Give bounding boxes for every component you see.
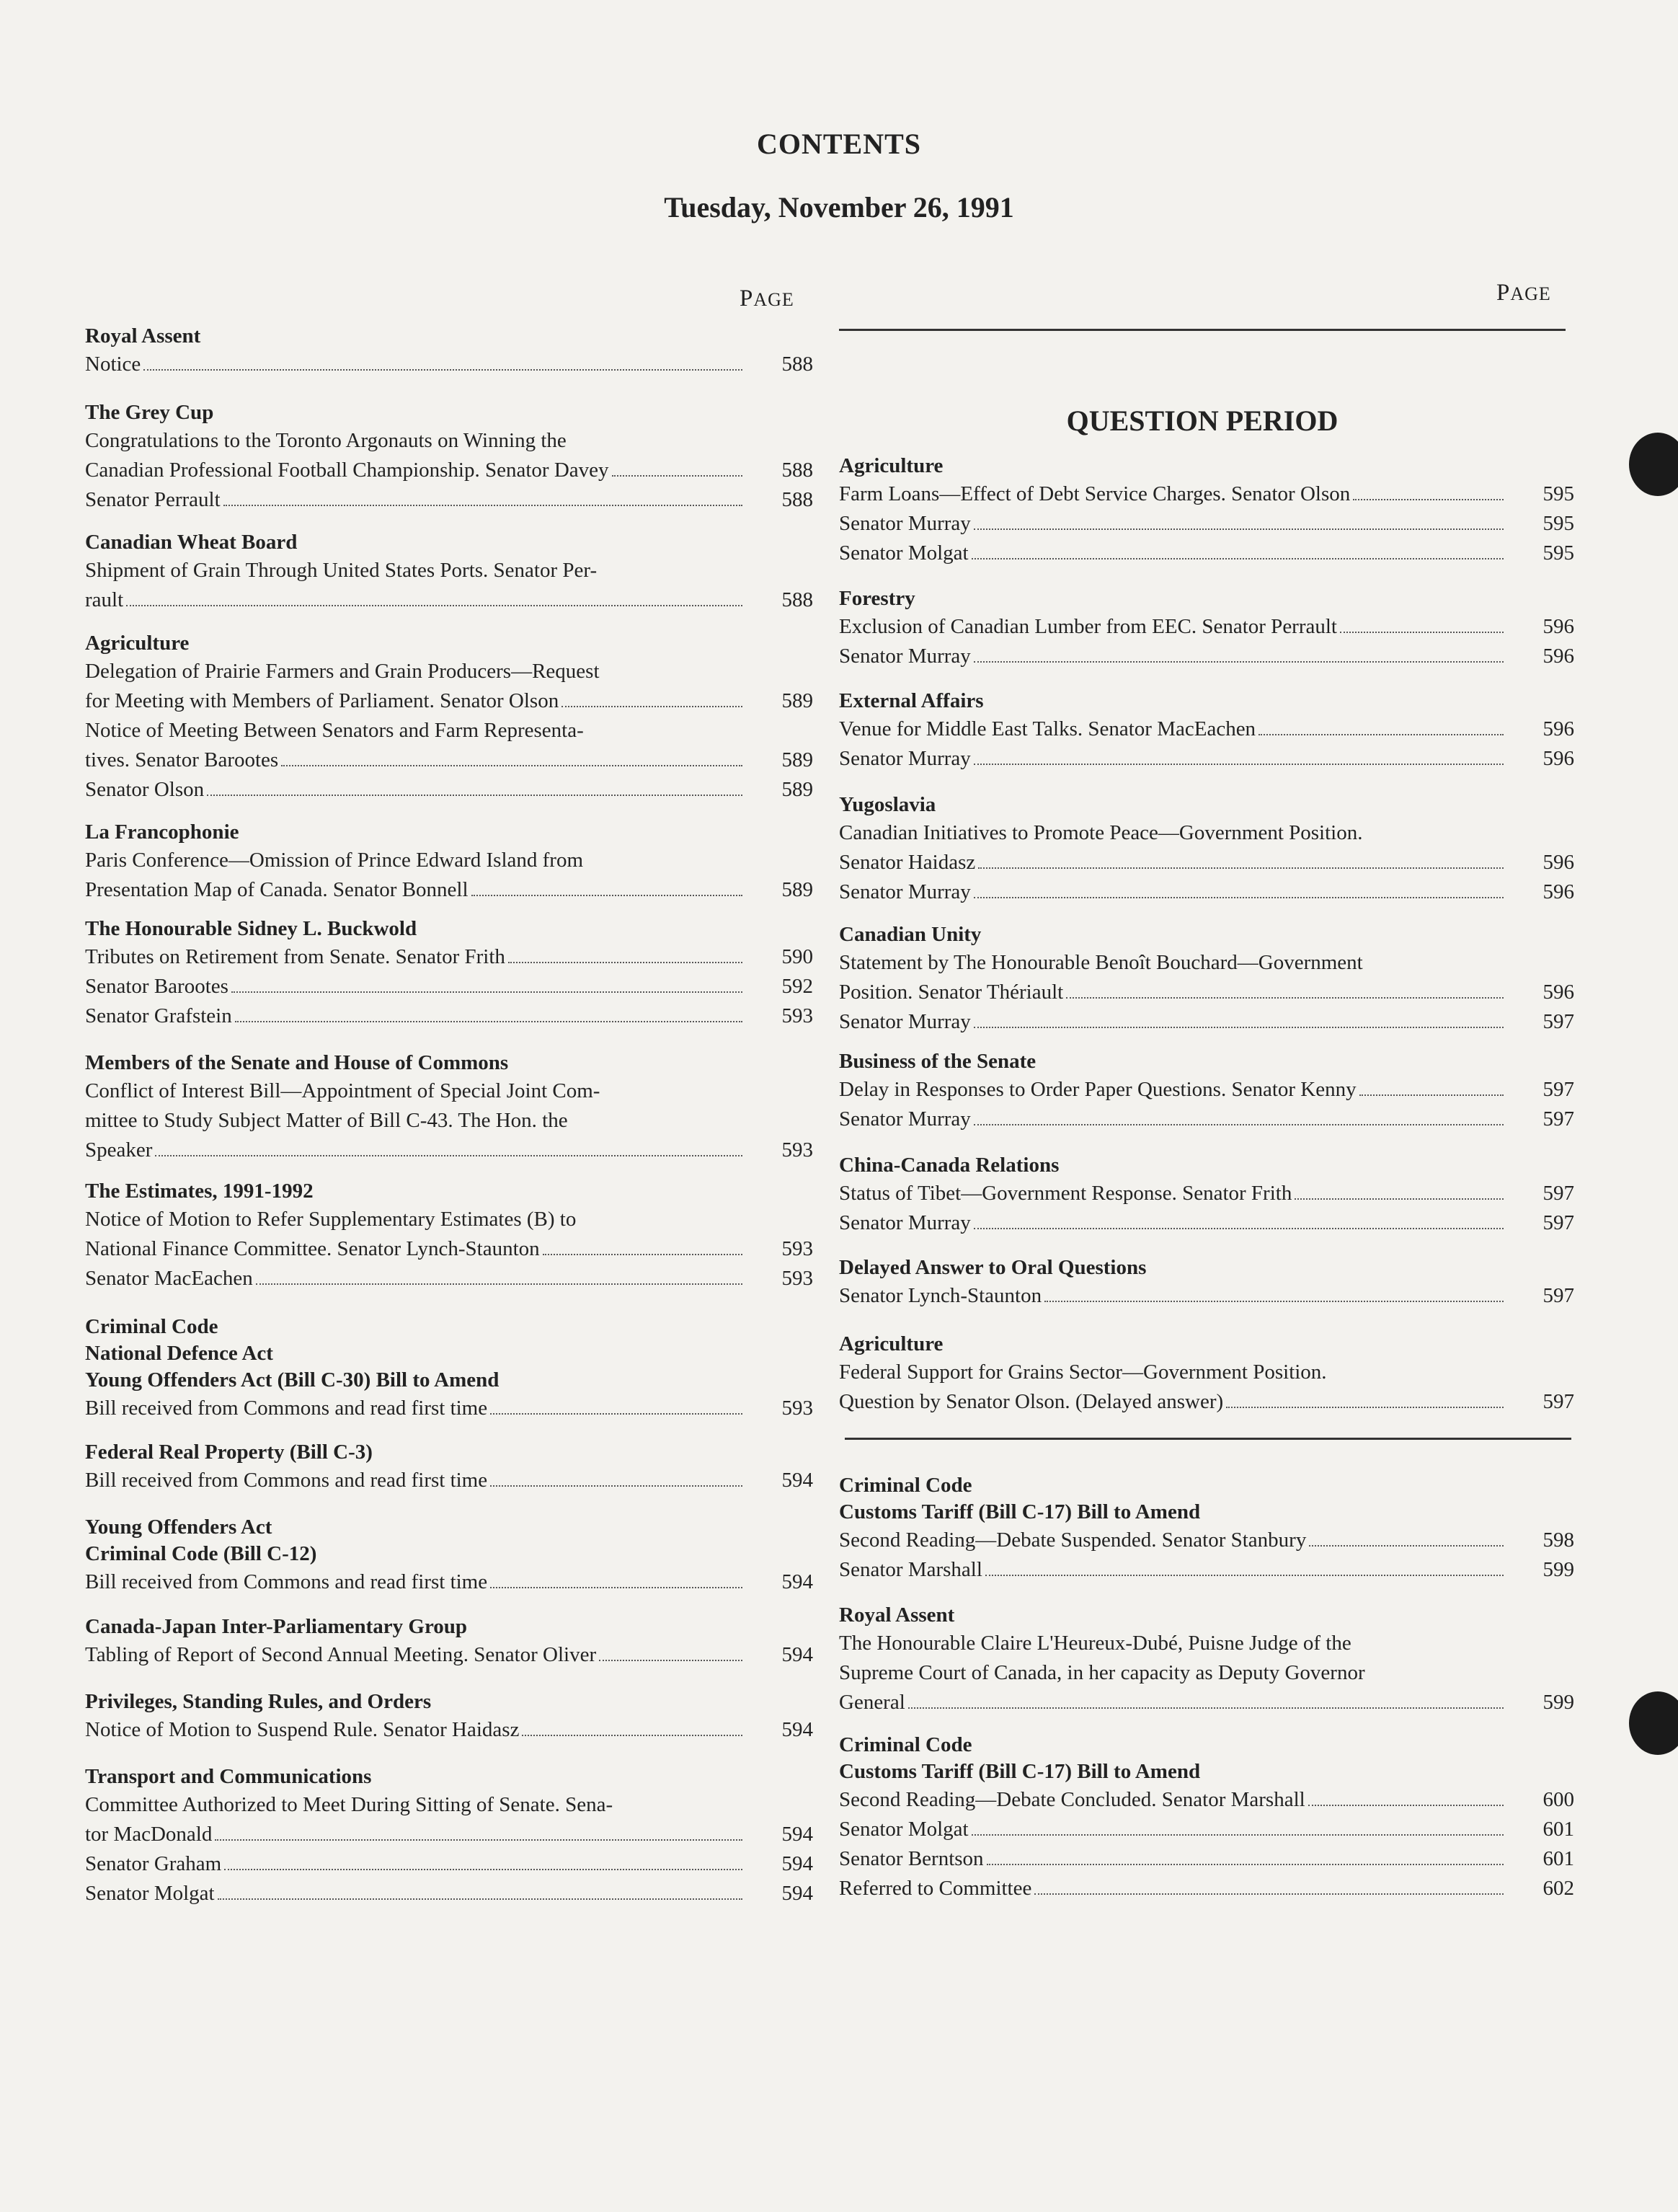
entry-text-line: Tabling of Report of Second Annual Meeting. Senator Oliver: [85, 1643, 597, 1666]
contents-entry: [85, 716, 813, 775]
contents-entry: [839, 1105, 1574, 1134]
page-number: 597: [1542, 1390, 1574, 1413]
section-heading: Privileges, Standing Rules, and Orders: [85, 1690, 432, 1713]
entry-text-line: Senator Murray: [839, 747, 971, 770]
dot-leader: [1295, 1198, 1504, 1200]
page-number: 601: [1542, 1847, 1574, 1870]
section-heading: The Honourable Sidney L. Buckwold: [85, 917, 417, 940]
dot-leader: [974, 528, 1504, 530]
contents-entry: [85, 972, 813, 1001]
contents-entry: [839, 1179, 1574, 1208]
contents-entry: [839, 642, 1574, 671]
page-number: 589: [781, 689, 813, 712]
section-heading: Criminal Code: [85, 1315, 218, 1338]
contents-entry: [839, 877, 1574, 907]
entry-text-line: Exclusion of Canadian Lumber from EEC. Senator Perrault: [839, 615, 1337, 638]
page-number: 590: [781, 945, 813, 968]
contents-entry: [85, 1001, 813, 1031]
entry-text-line: Congratulations to the Toronto Argonauts on Winning the: [85, 429, 567, 452]
section-heading: Customs Tariff (Bill C-17) Bill to Amend: [839, 1760, 1201, 1783]
dot-leader: [231, 991, 742, 993]
page-number: 597: [1542, 1107, 1574, 1131]
entry-text-line: Senator Murray: [839, 880, 971, 903]
section-divider-rule: [845, 1438, 1571, 1440]
dot-leader: [281, 765, 742, 766]
contents-entry: [839, 715, 1574, 744]
page-number: 595: [1542, 482, 1574, 505]
dot-leader: [974, 661, 1504, 663]
entry-text-line: Canadian Initiatives to Promote Peace—Government Position.: [839, 821, 1363, 844]
contents-section: [85, 1614, 813, 1670]
entry-text-line: Federal Support for Grains Sector—Government Position.: [839, 1361, 1327, 1384]
page-number: 594: [781, 1852, 813, 1875]
contents-entry: [85, 942, 813, 972]
section-heading: Royal Assent: [85, 324, 201, 348]
contents-entry: [85, 1879, 813, 1908]
contents-section: [839, 1255, 1574, 1311]
page-number: 596: [1542, 851, 1574, 874]
entry-text-line: Senator Olson: [85, 778, 205, 801]
entry-text-line: Second Reading—Debate Suspended. Senator Stanbury: [839, 1529, 1307, 1552]
entry-text-line: National Finance Committee. Senator Lynch-Staunton: [85, 1237, 540, 1260]
page-number: 593: [781, 1397, 813, 1420]
entry-text-line: Senator Grafstein: [85, 1004, 232, 1027]
dot-leader: [490, 1413, 742, 1415]
contents-section: [839, 688, 1574, 774]
section-heading: Delayed Answer to Oral Questions: [839, 1256, 1147, 1279]
page-number: 594: [781, 1823, 813, 1846]
section-heading: Members of the Senate and House of Commons: [85, 1051, 509, 1074]
page-number: 596: [1542, 981, 1574, 1004]
contents-entry: [85, 1640, 813, 1670]
contents-entry: [85, 1264, 813, 1293]
page-number: 594: [781, 1643, 813, 1666]
contents-section: [839, 585, 1574, 671]
section-heading: Criminal Code: [839, 1474, 972, 1497]
contents-entry: [839, 1075, 1574, 1105]
dot-leader: [974, 897, 1504, 898]
contents-section: [85, 1689, 813, 1745]
binder-hole-top: [1629, 433, 1678, 496]
section-heading: La Francophonie: [85, 820, 239, 844]
page-number: 592: [781, 975, 813, 998]
page-column-header-right: PAGE: [1496, 280, 1551, 306]
entry-text-line: The Honourable Claire L'Heureux-Dubé, Puisne Judge of the: [839, 1632, 1351, 1655]
dot-leader: [1359, 1094, 1504, 1096]
contents-entry: [839, 1555, 1574, 1585]
entry-text-line: Question by Senator Olson. (Delayed answer): [839, 1390, 1224, 1413]
entry-text-line: Status of Tibet—Government Response. Senator Frith: [839, 1182, 1292, 1205]
contents-entry: [839, 818, 1574, 877]
entry-text-line: Senator Molgat: [85, 1882, 215, 1905]
dot-leader: [599, 1660, 742, 1661]
page-number: 602: [1542, 1877, 1574, 1900]
contents-section: [85, 1764, 813, 1908]
entry-text-line: Senator Murray: [839, 645, 971, 668]
section-heading: Business of the Senate: [839, 1050, 1036, 1073]
entry-text-line: tives. Senator Barootes: [85, 748, 279, 771]
entry-text-line: Senator Marshall: [839, 1558, 982, 1581]
contents-entry: [85, 1076, 813, 1165]
dot-leader: [490, 1587, 742, 1588]
contents-entry: [85, 1715, 813, 1745]
entry-text-line: Senator Murray: [839, 1010, 971, 1033]
dot-leader: [223, 505, 742, 506]
binder-hole-bottom: [1629, 1691, 1678, 1755]
entry-text-line: Senator MacEachen: [85, 1267, 253, 1290]
dot-leader: [471, 895, 742, 896]
page-number: 597: [1542, 1211, 1574, 1234]
dot-leader: [908, 1707, 1504, 1709]
contents-section: [85, 630, 813, 805]
contents-entry: [839, 744, 1574, 774]
contents-entry: [839, 539, 1574, 568]
dot-leader: [985, 1575, 1504, 1576]
page-number: 588: [781, 588, 813, 611]
dot-leader: [972, 558, 1504, 559]
dot-leader: [974, 1124, 1504, 1125]
page-number: 597: [1542, 1010, 1574, 1033]
dot-leader: [1309, 1545, 1504, 1547]
page-number: 594: [781, 1469, 813, 1492]
section-heading: The Estimates, 1991-1992: [85, 1180, 314, 1203]
entry-text-line: Speaker: [85, 1138, 153, 1162]
section-heading: Agriculture: [85, 632, 190, 655]
contents-section: [839, 1152, 1574, 1238]
entry-text-line: Senator Murray: [839, 1107, 971, 1131]
contents-section: [85, 916, 813, 1031]
entry-text-line: Presentation Map of Canada. Senator Bonnell: [85, 878, 469, 901]
entry-text-line: General: [839, 1691, 905, 1714]
contents-entry: [85, 657, 813, 716]
entry-text-line: Senator Barootes: [85, 975, 228, 998]
contents-entry: [839, 612, 1574, 642]
contents-entry: [839, 1208, 1574, 1238]
entry-text-line: Position. Senator Thériault: [839, 981, 1064, 1004]
page-number: 600: [1542, 1788, 1574, 1811]
page-number: 597: [1542, 1078, 1574, 1101]
entry-text-line: tor MacDonald: [85, 1823, 213, 1846]
contents-entry: [839, 1526, 1574, 1555]
dot-leader: [1066, 997, 1504, 999]
entry-text-line: mittee to Study Subject Matter of Bill C-43. The Hon. the: [85, 1109, 568, 1132]
contents-section: [85, 323, 813, 379]
dot-leader: [974, 1027, 1504, 1028]
contents-section: [839, 1732, 1574, 1903]
contents-section: [85, 1514, 813, 1597]
contents-entry: [839, 479, 1574, 509]
contents-entry: [839, 948, 1574, 1007]
section-heading: The Grey Cup: [85, 401, 214, 424]
contents-entry: [839, 1358, 1574, 1417]
contents-entry: [85, 556, 813, 615]
contents-title: CONTENTS: [756, 128, 922, 160]
dot-leader: [1226, 1407, 1504, 1408]
page-number: 595: [1542, 512, 1574, 535]
entry-text-line: Bill received from Commons and read first time: [85, 1570, 488, 1593]
page-number: 593: [781, 1004, 813, 1027]
entry-text-line: Delegation of Prairie Farmers and Grain Producers—Request: [85, 660, 600, 683]
section-heading: Agriculture: [839, 454, 944, 477]
page-number: 589: [781, 778, 813, 801]
contents-entry: [85, 426, 813, 485]
entry-text-line: Notice of Meeting Between Senators and Farm Representa-: [85, 719, 584, 742]
entry-text-line: Supreme Court of Canada, in her capacity as Deputy Governor: [839, 1661, 1365, 1684]
dot-leader: [215, 1839, 742, 1841]
contents-entry: [839, 1815, 1574, 1844]
section-heading: External Affairs: [839, 689, 984, 712]
dot-leader: [224, 1869, 742, 1870]
contents-entry: [85, 350, 813, 379]
dot-leader: [235, 1021, 742, 1022]
dot-leader: [974, 1228, 1504, 1229]
contents-section: [839, 1331, 1574, 1417]
page-number: 588: [781, 459, 813, 482]
dot-leader: [218, 1898, 742, 1900]
page-number: 599: [1542, 1691, 1574, 1714]
page-column-header-left: PAGE: [740, 286, 794, 311]
section-heading: Canada-Japan Inter-Parliamentary Group: [85, 1615, 468, 1638]
dot-leader: [612, 475, 742, 477]
page-number: 596: [1542, 645, 1574, 668]
dot-leader: [987, 1864, 1504, 1865]
contents-section: [85, 1050, 813, 1165]
page-number: 597: [1542, 1182, 1574, 1205]
dot-leader: [522, 1735, 742, 1736]
section-heading: China-Canada Relations: [839, 1154, 1060, 1177]
dot-leader: [972, 1834, 1504, 1836]
entry-text-line: Notice: [85, 353, 141, 376]
dot-leader: [1340, 632, 1504, 633]
page-number: 596: [1542, 717, 1574, 740]
contents-section: [839, 1472, 1574, 1585]
contents-section: [839, 1602, 1574, 1717]
entry-text-line: Senator Murray: [839, 1211, 971, 1234]
contents-section: [85, 1314, 813, 1423]
page-number: 601: [1542, 1818, 1574, 1841]
entry-text-line: Shipment of Grain Through United States Ports. Senator Per-: [85, 559, 598, 582]
page-number: 588: [781, 353, 813, 376]
contents-entry: [839, 1844, 1574, 1874]
dot-leader: [256, 1283, 742, 1285]
page-number: 596: [1542, 880, 1574, 903]
contents-section: [839, 921, 1574, 1037]
contents-entry: [85, 1466, 813, 1495]
contents-section: [839, 792, 1574, 907]
entry-text-line: Conflict of Interest Bill—Appointment of Special Joint Com-: [85, 1079, 600, 1102]
entry-text-line: Notice of Motion to Suspend Rule. Senator Haidasz: [85, 1718, 520, 1741]
contents-section: [85, 399, 813, 515]
page-number: 594: [781, 1718, 813, 1741]
contents-entry: [85, 1567, 813, 1597]
contents-section: [85, 1178, 813, 1293]
section-heading: Royal Assent: [839, 1603, 955, 1627]
contents-entry: [839, 509, 1574, 539]
section-heading: Young Offenders Act (Bill C-30) Bill to Amend: [85, 1368, 500, 1392]
entry-text-line: Senator Murray: [839, 512, 971, 535]
dot-leader: [126, 605, 742, 606]
page-number: 599: [1542, 1558, 1574, 1581]
entry-text-line: Tributes on Retirement from Senate. Senator Frith: [85, 945, 505, 968]
contents-section: [839, 453, 1574, 568]
contents-entry: [839, 1874, 1574, 1903]
entry-text-line: Paris Conference—Omission of Prince Edward Island from: [85, 849, 584, 872]
page-number: 589: [781, 748, 813, 771]
contents-section: [85, 1439, 813, 1495]
section-heading: Canadian Unity: [839, 923, 982, 946]
page-number: 593: [781, 1138, 813, 1162]
entry-text-line: Senator Molgat: [839, 541, 969, 565]
sitting-date: Tuesday, November 26, 1991: [664, 191, 1014, 224]
dot-leader: [155, 1155, 742, 1156]
contents-entry: [85, 775, 813, 805]
section-heading: Federal Real Property (Bill C-3): [85, 1441, 373, 1464]
dot-leader: [490, 1485, 742, 1487]
entry-text-line: Venue for Middle East Talks. Senator MacEachen: [839, 717, 1256, 740]
entry-text-line: Bill received from Commons and read first time: [85, 1397, 488, 1420]
dot-leader: [143, 369, 742, 371]
section-heading: Transport and Communications: [85, 1765, 372, 1788]
contents-entry: [839, 1785, 1574, 1815]
section-heading: Canadian Wheat Board: [85, 531, 298, 554]
section-heading: Criminal Code (Bill C-12): [85, 1542, 317, 1565]
section-heading: Yugoslavia: [839, 793, 936, 816]
entry-text-line: Senator Haidasz: [839, 851, 976, 874]
contents-entry: [839, 1007, 1574, 1037]
dot-leader: [1034, 1893, 1504, 1895]
section-heading: Forestry: [839, 587, 915, 610]
entry-text-line: Referred to Committee: [839, 1877, 1032, 1900]
page-number: 598: [1542, 1529, 1574, 1552]
dot-leader: [1353, 499, 1504, 500]
page-number: 596: [1542, 747, 1574, 770]
dot-leader: [978, 867, 1504, 869]
contents-entry: [85, 485, 813, 515]
page-number: 595: [1542, 541, 1574, 565]
entry-text-line: Senator Berntson: [839, 1847, 984, 1870]
entry-text-line: Statement by The Honourable Benoît Bouchard—Government: [839, 951, 1363, 974]
entry-text-line: Canadian Professional Football Championship. Senator Davey: [85, 459, 609, 482]
dot-leader: [1258, 734, 1504, 735]
entry-text-line: Notice of Motion to Refer Supplementary Estimates (B) to: [85, 1208, 577, 1231]
entry-text-line: rault: [85, 588, 124, 611]
contents-section: [85, 819, 813, 905]
page-number: 594: [781, 1882, 813, 1905]
dot-leader: [1044, 1301, 1504, 1302]
page-number: 589: [781, 878, 813, 901]
entry-text-line: Senator Lynch-Staunton: [839, 1284, 1042, 1307]
entry-text-line: Bill received from Commons and read first time: [85, 1469, 488, 1492]
dot-leader: [1308, 1805, 1504, 1806]
entry-text-line: Second Reading—Debate Concluded. Senator Marshall: [839, 1788, 1305, 1811]
contents-entry: [85, 1205, 813, 1264]
dot-leader: [543, 1254, 742, 1255]
page-number: 588: [781, 488, 813, 511]
contents-entry: [85, 1394, 813, 1423]
entry-text-line: Delay in Responses to Order Paper Questions. Senator Kenny: [839, 1078, 1357, 1101]
contents-entry: [85, 1790, 813, 1849]
section-heading: Agriculture: [839, 1332, 944, 1355]
contents-entry: [85, 1849, 813, 1879]
page-number: 593: [781, 1237, 813, 1260]
section-heading: Customs Tariff (Bill C-17) Bill to Amend: [839, 1500, 1201, 1523]
question-period-heading: QUESTION PERIOD: [1066, 404, 1339, 437]
entry-text-line: for Meeting with Members of Parliament. Senator Olson: [85, 689, 559, 712]
section-heading: Young Offenders Act: [85, 1516, 272, 1539]
page-number: 597: [1542, 1284, 1574, 1307]
page-number: 594: [781, 1570, 813, 1593]
dot-leader: [561, 706, 742, 707]
page-number: 593: [781, 1267, 813, 1290]
entry-text-line: Senator Graham: [85, 1852, 222, 1875]
contents-section: [85, 529, 813, 615]
contents-entry: [839, 1281, 1574, 1311]
dot-leader: [974, 764, 1504, 765]
section-heading: Criminal Code: [839, 1733, 972, 1756]
page-number: 596: [1542, 615, 1574, 638]
section-heading: National Defence Act: [85, 1342, 273, 1365]
contents-section: [839, 1048, 1574, 1134]
dot-leader: [508, 962, 742, 963]
contents-entry: [839, 1629, 1574, 1717]
entry-text-line: Senator Perrault: [85, 488, 221, 511]
contents-entry: [85, 846, 813, 905]
entry-text-line: Committee Authorized to Meet During Sitting of Senate. Sena-: [85, 1793, 613, 1816]
dot-leader: [207, 795, 742, 796]
header-rule: [839, 329, 1566, 331]
entry-text-line: Senator Molgat: [839, 1818, 969, 1841]
entry-text-line: Farm Loans—Effect of Debt Service Charges. Senator Olson: [839, 482, 1351, 505]
